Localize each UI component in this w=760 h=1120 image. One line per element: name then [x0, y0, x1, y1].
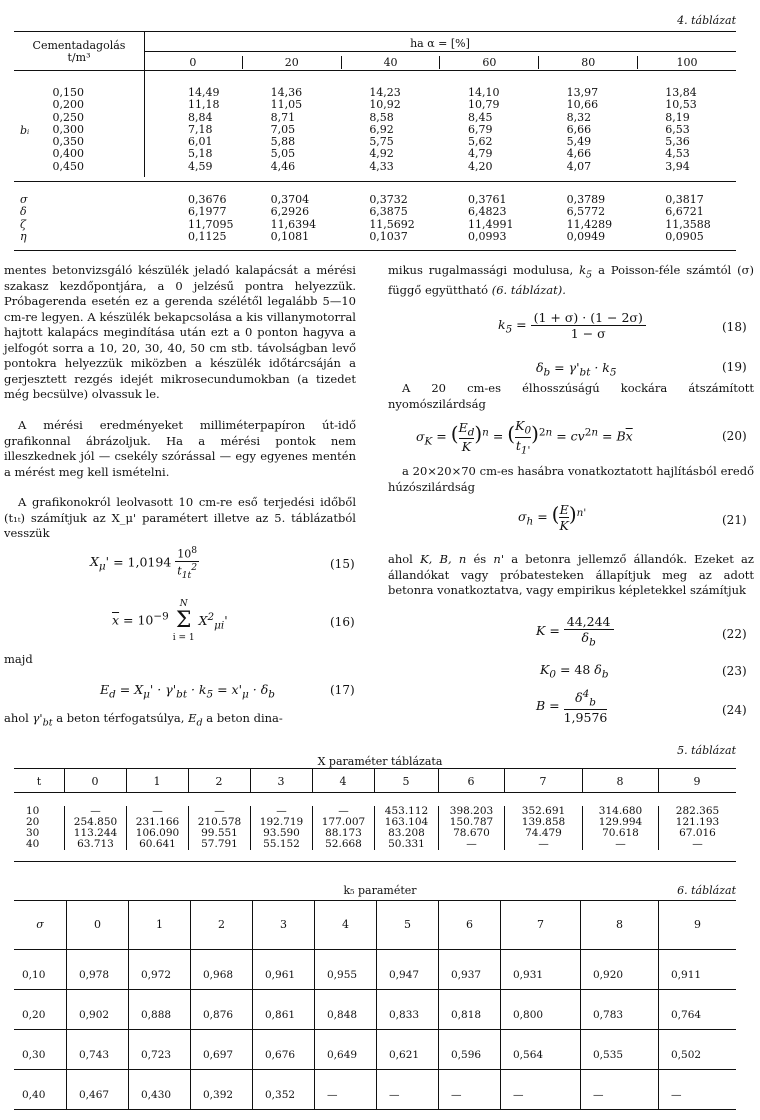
table-cell: 0,1037 — [369, 229, 408, 243]
row-key: 0,200 — [52, 98, 84, 112]
table-row — [14, 148, 736, 160]
table-cell: 3,94 — [665, 159, 690, 173]
column-divider — [658, 768, 659, 792]
table-cell: 5,88 — [270, 135, 296, 149]
eq20-number: (20) — [722, 429, 747, 443]
table-cell: 0,723 — [128, 1030, 190, 1069]
alpha-value: 80 — [538, 56, 637, 69]
table-cell: 121.193 — [658, 817, 736, 828]
table-cell: — — [314, 1070, 376, 1109]
eq22: K = $\frac{44,244}{\delta_b}$ — [536, 614, 614, 649]
column-divider — [504, 768, 505, 792]
table-cell: 4,59 — [188, 159, 213, 173]
table-cell: 6,2926 — [270, 205, 310, 219]
row-key: 0,30 — [22, 1049, 46, 1061]
eq15: $X_\mu' = 1,0194$ $\frac{10^8}{t_{1t}^2}$ — [90, 545, 198, 581]
row-key: η — [20, 229, 27, 243]
eq18-number: (18) — [722, 320, 747, 334]
table-cell: — — [376, 1070, 438, 1109]
table-cell: 13,97 — [566, 86, 599, 99]
table-cell: 0,676 — [252, 1030, 314, 1069]
column-header: 8 — [580, 901, 658, 949]
table5-top-rule — [14, 768, 736, 769]
table-cell: 113.244 — [64, 828, 126, 839]
table-cell: 10,79 — [467, 98, 500, 112]
table-cell: 192.719 — [250, 817, 312, 828]
eq17-number: (17) — [330, 683, 355, 697]
table-cell: — — [126, 806, 188, 817]
column-header: 5 — [376, 901, 438, 949]
table-cell: 11,3588 — [665, 217, 711, 231]
table-cell: 14,36 — [270, 86, 303, 99]
table-header-row — [14, 901, 736, 950]
table5-header-rule — [14, 792, 736, 793]
column-header: 4 — [339, 775, 347, 788]
column-divider — [374, 768, 375, 792]
table-cell: 0,961 — [252, 950, 314, 989]
param-rows — [14, 194, 736, 243]
alpha-values-row — [144, 56, 736, 69]
table-cell: 0,564 — [500, 1030, 580, 1069]
table-cell: 0,861 — [252, 990, 314, 1029]
eq22-number: (22) — [722, 627, 747, 641]
row-key: 10 — [26, 805, 40, 817]
column-divider — [64, 768, 65, 792]
eq23-number: (23) — [722, 664, 747, 678]
eq18: $k_5$ = $\frac{(1 + \sigma) \cdot (1 - 2\sigma)}{1 - \sigma}$ — [498, 310, 646, 341]
table-cell: 282.365 — [658, 806, 736, 817]
column-header: 1 — [128, 901, 190, 949]
table-cell: — — [438, 1070, 500, 1109]
eq19: $\delta_b = \gamma'_{bt} \cdot k_5$ — [536, 360, 617, 379]
column-divider — [126, 768, 127, 792]
table-cell: 0,902 — [66, 990, 128, 1029]
alpha-rule — [144, 51, 736, 52]
table-cell: 5,18 — [188, 147, 213, 161]
table-cell: 74.479 — [504, 828, 582, 839]
eq23: $K_0 = 48$ $\delta_b$ — [540, 662, 609, 681]
row-key: 20 — [26, 816, 40, 828]
table-cell: 0,3704 — [270, 193, 310, 206]
table-cell: 11,7095 — [188, 217, 234, 231]
eq15-number: (15) — [330, 557, 355, 571]
eq21-number: (21) — [722, 513, 747, 527]
left-para-1: mentes betonvizsgáló készülék jeladó kalapácsát a mérési szakasz kezdőpontjára, a 0 jelzésű pontra helyezzük. Próbagerenda esetén ez a gerenda szélétől legalább 5—10 cm-re legyen. A készülék bekapcsolása a kis villanymotorral hajtott kalapács megindítása után ezt a 0 ponton hagyva a jelfogót sorra a 10, 20, 30, 40, 50 cm stb. távolságban levő pontokra helyezzük miközben a készülék időtárcsáján a gerjesztett rezgés idejét mikrosecundumokban (a tizedet még becsülve) olvassuk le. — [4, 263, 356, 401]
table-cell: 0,972 — [128, 950, 190, 989]
column-header: σ — [36, 918, 44, 931]
row-key: σ — [20, 193, 28, 206]
table-cell: 0,931 — [500, 950, 580, 989]
table-cell: 0,783 — [580, 990, 658, 1029]
table-cell: 99.551 — [188, 828, 250, 839]
row-key: ζ — [20, 217, 26, 231]
table-cell: 8,84 — [188, 110, 213, 124]
table-cell: 0,352 — [252, 1070, 314, 1109]
majd-text: majd — [4, 652, 33, 666]
row-key: 0,400 — [52, 147, 84, 161]
table-cell: — — [438, 839, 504, 850]
table-cell: 6,1977 — [188, 205, 227, 219]
table-cell: 4,20 — [467, 159, 493, 173]
table-cell: 139.858 — [504, 817, 582, 828]
table4-top-rule — [14, 31, 736, 32]
left-para-4: ahol $\gamma'_{bt}$ a beton térfogatsúlya, $E_d$ a beton dina- — [4, 711, 283, 729]
column-divider — [582, 768, 583, 792]
column-header: 6 — [467, 775, 475, 788]
alpha-value: 0 — [189, 56, 197, 69]
table-cell: 0,535 — [580, 1030, 658, 1069]
table6 — [14, 901, 736, 1110]
column-divider — [438, 768, 439, 792]
row-header-line1: Cementadagolás — [32, 39, 126, 52]
column-header: 3 — [252, 901, 314, 949]
table-cell: 6,5772 — [566, 205, 606, 219]
row-key: 0,450 — [52, 159, 84, 173]
table-cell: 0,0949 — [566, 229, 606, 243]
row-key: 30 — [26, 827, 40, 839]
left-para-3: A grafikonokról leolvasott 10 cm-re eső terjedési időből (t₁ₜ) számítjuk az X_μ' paramétert illetve az 5. táblázatból vesszük — [4, 495, 356, 540]
table-cell: 14,23 — [369, 86, 401, 99]
table-cell: 0,392 — [190, 1070, 252, 1109]
table-cell: 7,18 — [188, 122, 213, 136]
table-cell: 0,502 — [658, 1030, 736, 1069]
column-header: 9 — [693, 775, 701, 788]
table-cell: 0,947 — [376, 950, 438, 989]
table-cell: 231.166 — [126, 817, 188, 828]
table-cell: 0,1125 — [188, 229, 227, 243]
b-label: bᵢ — [20, 124, 30, 137]
table4-header-rule — [14, 70, 736, 71]
table-cell: 11,05 — [270, 98, 303, 112]
alpha-value: 100 — [637, 56, 736, 69]
table-cell: 0,3789 — [566, 193, 606, 206]
table-cell: 4,33 — [369, 159, 394, 173]
table-cell: 0,596 — [438, 1030, 500, 1069]
table-row — [14, 161, 736, 173]
table-cell: 60.641 — [126, 839, 188, 850]
table-cell: 6,01 — [188, 135, 213, 149]
table5-caption: 5. táblázat — [677, 744, 736, 757]
table-cell: 163.104 — [374, 817, 438, 828]
eq24-number: (24) — [722, 703, 747, 717]
table-cell: 7,05 — [270, 122, 296, 136]
table-cell: 0,764 — [658, 990, 736, 1029]
table4-mid-rule — [14, 181, 736, 182]
table-cell: 0,955 — [314, 950, 376, 989]
eq16: $\overline{x} = 10^{-9}$ N Σ i = 1 $X^2_{\mu i}'$ — [112, 599, 228, 643]
row-key: 0,20 — [22, 1009, 46, 1021]
table-cell: — — [658, 1070, 736, 1109]
column-header: 0 — [91, 775, 99, 788]
table-cell: 14,10 — [467, 86, 500, 99]
eq21: $\sigma_h$ = ( $\frac{E}{K}$ )$^{n'}$ — [518, 502, 587, 533]
table-row — [14, 1070, 736, 1110]
table5-header — [14, 775, 736, 788]
right-para-3: a 20×20×70 cm-es hasábra vonatkoztatott hajlításból eredő húzószilárdság — [388, 464, 754, 494]
table-cell: 11,5692 — [369, 217, 415, 231]
column-header: 6 — [438, 901, 500, 949]
table-cell: 0,649 — [314, 1030, 376, 1069]
table-cell: 55.152 — [250, 839, 312, 850]
table-cell: 6,92 — [369, 122, 394, 136]
table-cell: 0,621 — [376, 1030, 438, 1069]
table-cell: 6,6721 — [665, 205, 704, 219]
column-divider — [250, 768, 251, 792]
table-cell: — — [312, 806, 374, 817]
table-cell: 10,92 — [369, 98, 401, 112]
column-header: 1 — [153, 775, 161, 788]
table-cell: 210.578 — [188, 817, 250, 828]
table-cell: 5,62 — [467, 135, 493, 149]
column-header: 2 — [215, 775, 223, 788]
eq17: $E_d = X_\mu' \cdot \gamma'_{bt} \cdot k_5 = x'_\mu \cdot \delta_b$ — [100, 682, 275, 701]
table-cell: 11,6394 — [270, 217, 317, 231]
table-cell: — — [64, 806, 126, 817]
right-para-1: mikus rugalmassági modulusa, $k_5$ a Poisson-féle számtól (σ) függő együttható (6. táblázat). — [388, 263, 754, 297]
alpha-value: 20 — [242, 56, 341, 69]
table-row — [14, 828, 736, 839]
table-cell: — — [580, 1070, 658, 1109]
table-cell: 0,876 — [190, 990, 252, 1029]
table-row — [14, 1030, 736, 1070]
left-para-2: A mérési eredményeket milliméterpapíron út-idő grafikonnal ábrázoljuk. Ha a mérési pontok nem illeszkednek jól — csekély szórással — egy egyenes mentén a mérést meg kell ismételni. — [4, 418, 356, 479]
table-cell: 0,800 — [500, 990, 580, 1029]
table5-title: X paraméter táblázata — [317, 755, 443, 768]
table-cell: 63.713 — [64, 839, 126, 850]
table-cell: 0,3761 — [467, 193, 507, 206]
b-rows — [14, 87, 736, 173]
table-row — [14, 950, 736, 990]
table-cell: 10,53 — [665, 98, 697, 112]
row-key: 0,10 — [22, 969, 46, 981]
table-cell: 0,3676 — [188, 193, 227, 206]
table-cell: 6,79 — [467, 122, 493, 136]
table-cell: 6,3875 — [369, 205, 408, 219]
table-cell: 4,79 — [467, 147, 493, 161]
table-cell: 50.331 — [374, 839, 438, 850]
column-header: t — [36, 775, 42, 788]
table-cell: 5,75 — [369, 135, 394, 149]
column-header: 8 — [616, 775, 624, 788]
alpha-value: 40 — [341, 56, 440, 69]
row-key: 0,300 — [52, 122, 84, 136]
table-cell: 4,92 — [369, 147, 394, 161]
right-para-4: ahol K, B, n és n' a betonra jellemző állandók. Ezeket az állandókat vagy próbatesteken állapítjuk meg az adott betonra vonatkoztatva, vagy empirikus képletekkel számítjuk — [388, 552, 754, 597]
table-cell: 8,58 — [369, 110, 394, 124]
eq20: $\sigma_K$ = ( $\frac{E_d}{K}$ )$^n$ = ( $\frac{K_0}{t_{1'}}$ )$^{2n} = cv^{2n} = B\overline{x}$ — [416, 418, 633, 456]
alpha-header: ha α = [%] — [410, 37, 470, 50]
table-cell: — — [188, 806, 250, 817]
table-cell: 4,07 — [566, 159, 592, 173]
table-cell: 398.203 — [438, 806, 504, 817]
table-cell: 0,3732 — [369, 193, 408, 206]
table-cell: 70.618 — [582, 828, 658, 839]
table-cell: 106.090 — [126, 828, 188, 839]
table-cell: 0,818 — [438, 990, 500, 1029]
table-cell: 83.208 — [374, 828, 438, 839]
table-cell: 0,3817 — [665, 193, 704, 206]
table-cell: 4,66 — [566, 147, 592, 161]
table-cell: 5,05 — [270, 147, 296, 161]
table-cell: 6,66 — [566, 122, 592, 136]
table-cell: 0,911 — [658, 950, 736, 989]
table-cell: 0,743 — [66, 1030, 128, 1069]
column-header: 9 — [658, 901, 736, 949]
table-cell: 0,968 — [190, 950, 252, 989]
table-cell: 93.590 — [250, 828, 312, 839]
table-cell: 8,71 — [270, 110, 296, 124]
table-cell: 8,19 — [665, 110, 690, 124]
table-cell: 150.787 — [438, 817, 504, 828]
table-cell: 13,84 — [665, 86, 697, 99]
eq16-number: (16) — [330, 615, 355, 629]
table-cell: 129.994 — [582, 817, 658, 828]
column-header: 7 — [500, 901, 580, 949]
table-cell: 5,49 — [566, 135, 592, 149]
table-cell: 4,46 — [270, 159, 296, 173]
row-key: 0,350 — [52, 135, 84, 149]
table-cell: 0,833 — [376, 990, 438, 1029]
column-header: 3 — [277, 775, 285, 788]
table-cell: 11,4289 — [566, 217, 613, 231]
table-cell: 6,4823 — [467, 205, 507, 219]
column-header: 4 — [314, 901, 376, 949]
table-cell: 453.112 — [374, 806, 438, 817]
table-cell: 314.680 — [582, 806, 658, 817]
row-key: 40 — [26, 838, 40, 850]
column-header: 7 — [539, 775, 547, 788]
table4-row-header — [14, 40, 144, 64]
table-cell: 4,53 — [665, 147, 690, 161]
table-cell: 254.850 — [64, 817, 126, 828]
table-cell: 11,4991 — [467, 217, 514, 231]
table-row — [14, 206, 736, 218]
table-cell: 78.670 — [438, 828, 504, 839]
table-cell: 88.173 — [312, 828, 374, 839]
table-cell: 177.007 — [312, 817, 374, 828]
row-key: 0,150 — [52, 86, 84, 99]
table-cell: — — [658, 839, 736, 850]
column-header: 5 — [402, 775, 410, 788]
table-row — [14, 99, 736, 111]
table4-caption: 4. táblázat — [677, 14, 736, 27]
table-cell: — — [500, 1070, 580, 1109]
table-row — [14, 839, 736, 850]
table-cell: 0,848 — [314, 990, 376, 1029]
table-cell: 0,467 — [66, 1070, 128, 1109]
table-cell: — — [250, 806, 312, 817]
table-cell: 0,430 — [128, 1070, 190, 1109]
column-divider — [312, 768, 313, 792]
table6-caption: 6. táblázat — [677, 884, 736, 897]
table-cell: 10,66 — [566, 98, 599, 112]
table5-body — [14, 806, 736, 850]
right-para-2: A 20 cm-es élhosszúságú kockára átszámított nyomószilárdság — [388, 381, 754, 411]
table5-bottom-rule — [14, 861, 736, 862]
table-cell: 0,978 — [66, 950, 128, 989]
table-cell: 0,0993 — [467, 229, 507, 243]
table-cell: 8,32 — [566, 110, 592, 124]
table-cell: 11,18 — [188, 98, 220, 112]
table-cell: 8,45 — [467, 110, 493, 124]
table-cell: — — [582, 839, 658, 850]
table-cell: 0,888 — [128, 990, 190, 1029]
row-key: 0,40 — [22, 1089, 46, 1101]
column-divider — [188, 768, 189, 792]
row-key: δ — [20, 205, 27, 219]
eq19-number: (19) — [722, 360, 747, 374]
row-key: 0,250 — [52, 110, 84, 124]
eq24: B = $\frac{\delta^4_b}{1,9576}$ — [536, 688, 608, 725]
table-cell: 57.791 — [188, 839, 250, 850]
table-cell: 0,697 — [190, 1030, 252, 1069]
table6-title: k₅ paraméter — [343, 884, 417, 897]
table-cell: 67.016 — [658, 828, 736, 839]
row-header-line2: t/m³ — [67, 51, 91, 64]
table-row — [14, 990, 736, 1030]
table-cell: 6,53 — [665, 122, 690, 136]
table-cell: 14,49 — [188, 86, 220, 99]
table-cell: 0,937 — [438, 950, 500, 989]
column-header: 0 — [66, 901, 128, 949]
table-row — [14, 231, 736, 243]
column-header: 2 — [190, 901, 252, 949]
table-cell: 0,1081 — [270, 229, 310, 243]
table-cell: — — [504, 839, 582, 850]
table-cell: 352.691 — [504, 806, 582, 817]
table-cell: 52.668 — [312, 839, 374, 850]
table-cell: 5,36 — [665, 135, 690, 149]
alpha-value: 60 — [439, 56, 538, 69]
table-cell: 0,920 — [580, 950, 658, 989]
table4-bottom-rule — [14, 250, 736, 251]
table-cell: 0,0905 — [665, 229, 704, 243]
